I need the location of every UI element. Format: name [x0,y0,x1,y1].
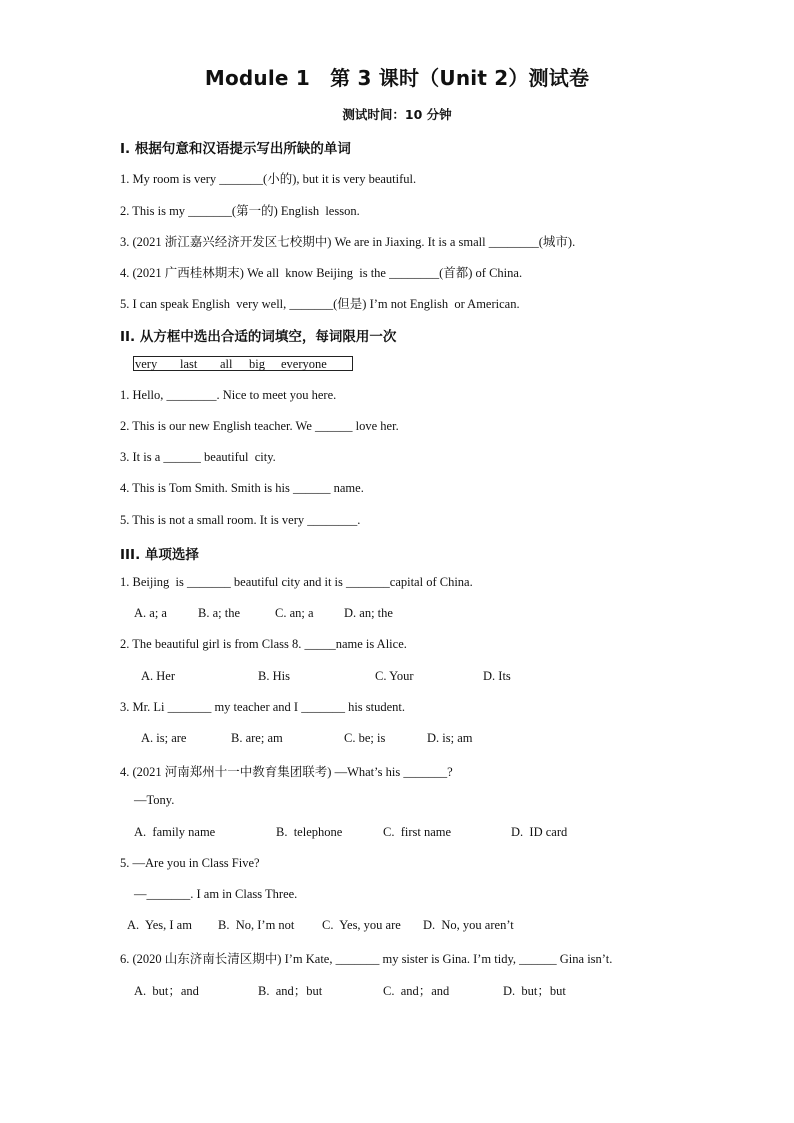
word-box-word: everyone [281,357,327,371]
word-box-word: last [180,357,198,371]
section1-heading: Ⅰ. 根据句意和汉语提示写出所缺的单词 [120,141,351,157]
word-box-word: all [220,357,233,371]
question-6-option-c: C. and；and [383,984,450,998]
question-4-answer-line: —Tony. [134,793,175,807]
question-1: 1. Beijing is _______ beautiful city and it is _______capital of China. [120,575,473,589]
question-2-option-d: D. Its [483,669,511,683]
section1-item-5: 5. I can speak English very well, _______(但是) I’m not English or American. [120,297,520,311]
question-6-option-a: A. but；and [134,984,199,998]
question-2-option-b: B. His [258,669,290,683]
section2-item-5: 5. This is not a small room. It is very ________. [120,513,361,527]
section1-item-1: 1. My room is very _______(小的), but it is very beautiful. [120,172,417,186]
page-title: Module 1 第 3 课时（Unit 2）测试卷 [204,66,590,90]
word-box [133,356,353,371]
question-3-option-a: A. is; are [141,731,187,745]
question-3: 3. Mr. Li _______ my teacher and I _______ his student. [120,700,406,714]
section1-item-2: 2. This is my _______(第一的) English lesson. [120,204,360,218]
question-4-option-d: D. ID card [511,825,568,839]
question-4-option-a: A. family name [134,825,216,839]
word-box-word: very [135,357,158,371]
question-6-option-d: D. but；but [503,984,566,998]
section1-item-3: 3. (2021 浙江嘉兴经济开发区七校期中) We are in Jiaxing. It is a small ________(城市). [120,235,576,249]
section2-heading: II. 从方框中选出合适的词填空，每词限用一次 [120,329,397,345]
question-5-option-d: D. No, you aren’t [423,918,514,932]
question-1-option-d: D. an; the [344,606,393,620]
section3-heading: III. 单项选择 [120,547,199,563]
question-1-option-a: A. a; a [134,606,167,620]
test-time: 测试时间：10 分钟 [342,107,452,122]
word-box-word: big [249,357,265,371]
section2-item-4: 4. This is Tom Smith. Smith is his ______ name. [120,481,364,495]
question-6-option-b: B. and；but [258,984,323,998]
question-3-option-b: B. are; am [231,731,283,745]
question-2: 2. The beautiful girl is from Class 8. _____name is Alice. [120,637,407,651]
question-5: 5. —Are you in Class Five? [120,856,260,870]
question-3-option-c: C. be; is [344,731,386,745]
question-1-option-b: B. a; the [198,606,241,620]
question-2-option-c: C. Your [375,669,414,683]
question-2-option-a: A. Her [141,669,176,683]
question-5-option-b: B. No, I’m not [218,918,295,932]
section2-item-2: 2. This is our new English teacher. We ______ love her. [120,419,399,433]
question-5-option-a: A. Yes, I am [127,918,192,932]
question-3-option-d: D. is; am [427,731,473,745]
question-1-option-c: C. an; a [275,606,314,620]
question-6: 6. (2020 山东济南长清区期中) I’m Kate, _______ my sister is Gina. I’m tidy, ______ Gina isn’t. [120,952,613,966]
question-4-option-c: C. first name [383,825,452,839]
section2-item-1: 1. Hello, ________. Nice to meet you here. [120,388,337,402]
question-4-option-b: B. telephone [276,825,343,839]
section2-item-3: 3. It is a ______ beautiful city. [120,450,276,464]
question-5-option-c: C. Yes, you are [322,918,401,932]
question-5-answer-line: —_______. I am in Class Three. [134,887,298,901]
question-4: 4. (2021 河南郑州十一中教育集团联考) —What’s his _______? [120,765,453,779]
section1-item-4: 4. (2021 广西桂林期末) We all know Beijing is the ________(首都) of China. [120,266,523,280]
